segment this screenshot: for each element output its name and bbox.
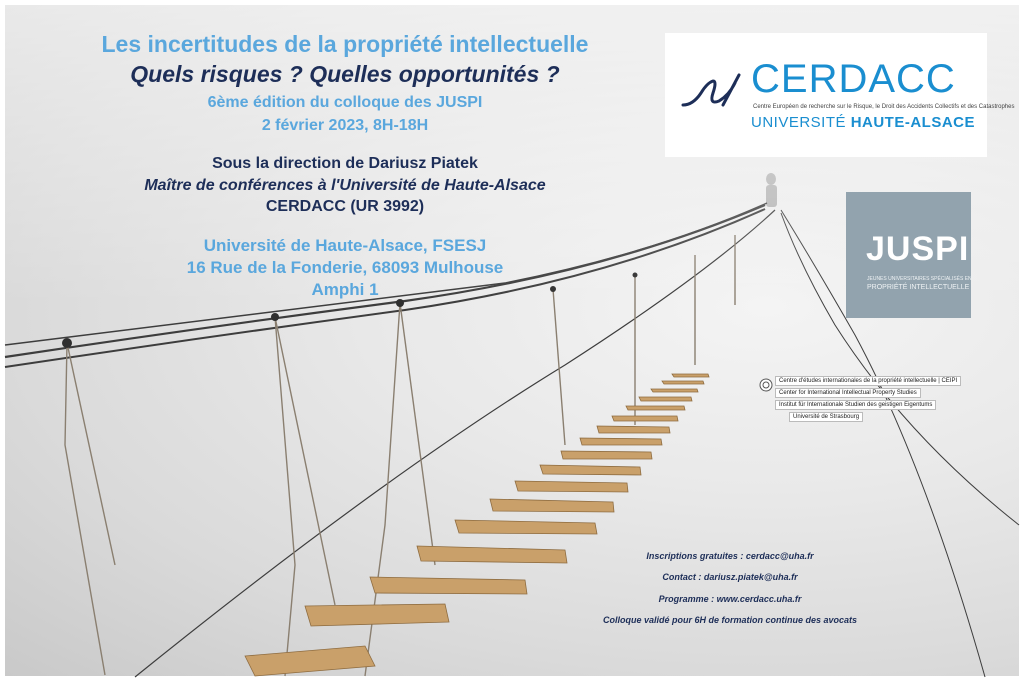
venue-address: 16 Rue de la Fonderie, 68093 Mulhouse — [186, 258, 504, 277]
uha-wordmark — [751, 114, 975, 131]
ceipi-emblem-icon — [759, 378, 773, 392]
uha-word-a: UNIVERSITÉ — [751, 114, 847, 131]
event-edition: 6ème édition du colloque des JUSPI — [207, 94, 483, 111]
juspi-tagline-1: JEUNES UNIVERSITAIRES SPÉCIALISÉS EN — [867, 276, 972, 282]
ceipi-line-de: Institut für Internationale Studien des geistigen Eigentums — [775, 400, 936, 410]
cerdacc-tagline: Centre Européen de recherche sur le Risque, le Droit des Accidents Collectifs et des Catastrophes — [753, 104, 1015, 110]
cerdacc-logo — [665, 33, 1015, 157]
juspi-tagline-2: PROPRIÉTÉ INTELLECTUELLE — [867, 284, 970, 291]
event-subtitle: Quels risques ? Quelles opportunités ? — [130, 61, 560, 87]
uha-word-b: HAUTE-ALSACE — [850, 114, 976, 131]
event-date: 2 février 2023, 8H-18H — [261, 117, 429, 134]
direction-lab: CERDACC (UR 3992) — [265, 198, 425, 215]
cerdacc-wordmark: CERDACC — [751, 57, 956, 101]
event-title: Les incertitudes de la propriété intellectuelle — [101, 31, 589, 57]
bridge-planks — [245, 374, 709, 676]
juspi-logo — [846, 192, 971, 318]
juspi-wordmark: JUSPI — [866, 230, 970, 268]
venue-room: Amphi 1 — [311, 280, 379, 299]
colloque-poster — [5, 5, 1019, 676]
info-inscriptions: Inscriptions gratuites : cerdacc@uha.fr — [646, 551, 814, 561]
info-programme: Programme : www.cerdacc.uha.fr — [658, 594, 802, 604]
venue-university: Université de Haute-Alsace, FSESJ — [203, 236, 487, 255]
info-contact: Contact : dariusz.piatek@uha.fr — [662, 572, 798, 582]
uha-signature-icon — [679, 71, 751, 117]
ceipi-line-unistra: Université de Strasbourg — [789, 412, 863, 422]
info-validation: Colloque validé pour 6H de formation continue des avocats — [602, 615, 858, 625]
ceipi-logo — [759, 376, 991, 426]
direction-name: Sous la direction de Dariusz Piatek — [212, 155, 478, 172]
ceipi-line-en: Center for International Intellectual Property Studies — [775, 388, 921, 398]
ceipi-line-fr: Centre d'études internationales de la propriété intellectuelle | CEIPI — [775, 376, 961, 386]
direction-title: Maître de conférences à l'Université de Haute-Alsace — [144, 177, 546, 194]
